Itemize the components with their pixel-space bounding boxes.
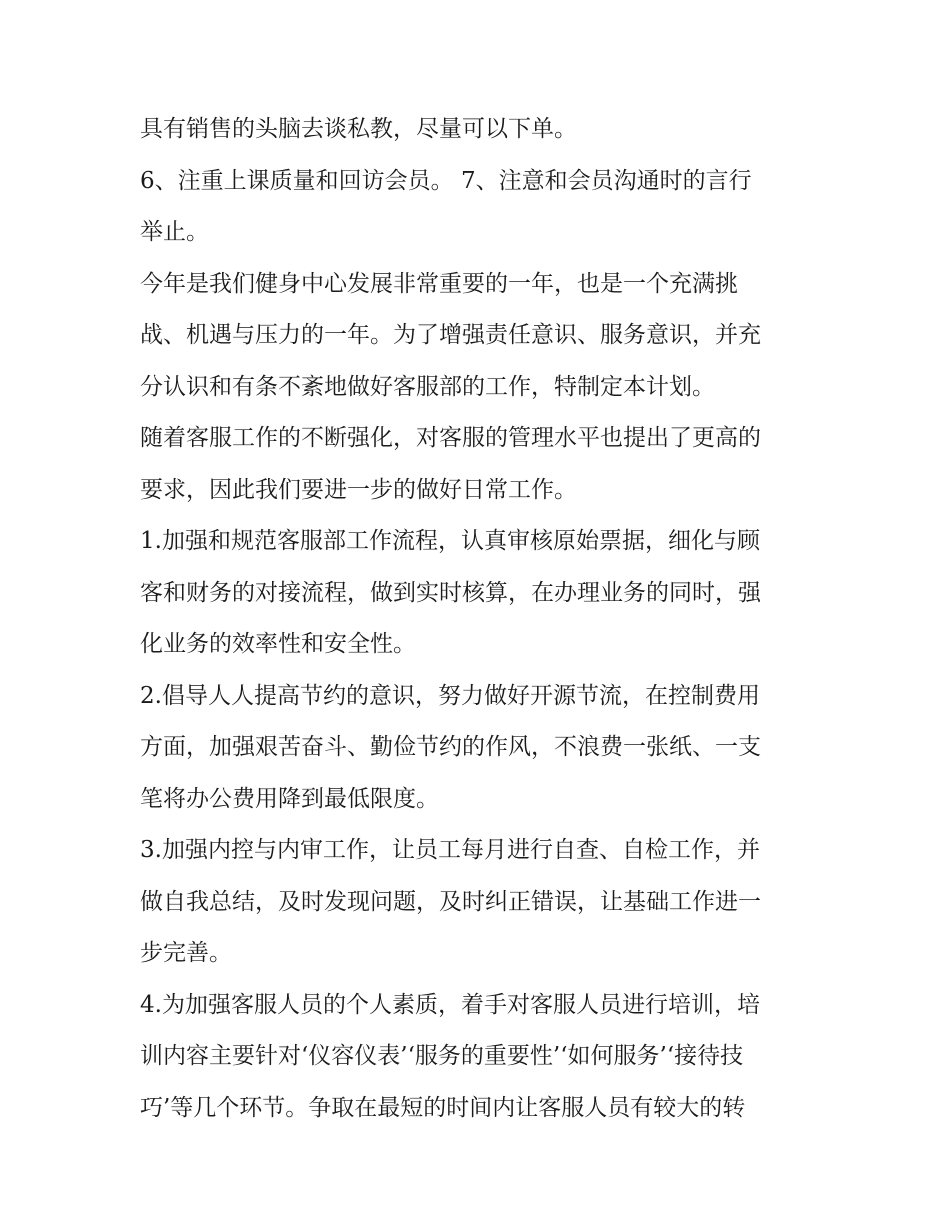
text-line: 笔将办公费用降到最低限度。 xyxy=(140,785,439,812)
text-line: 战、机遇与压力的一年。为了增强责任意识、服务意识，并充 xyxy=(140,322,761,348)
document-body xyxy=(140,104,820,1134)
text-line: 2.倡导人人提高节约的意识，努力做好开源节流，在控制费用 xyxy=(140,682,760,709)
text-line: 要求，因此我们要进一步的做好日常工作。 xyxy=(140,476,577,503)
text-line: 分认识和有条不紊地做好客服部的工作，特制定本计划。 xyxy=(140,373,715,400)
text-line: 4.为加强客服人员的个人素质，着手对客服人员进行培训，培 xyxy=(140,991,760,1018)
text-line: 方面，加强艰苦奋斗、勤俭节约的作风，不浪费一张纸、一支 xyxy=(140,734,761,760)
text-line: 训内容主要针对‘仪容仪表’‘服务的重要性’‘如何服务’‘接待技 xyxy=(140,1043,744,1069)
text-line: 1.加强和规范客服部工作流程，认真审核原始票据，细化与顾 xyxy=(140,528,760,554)
text-line: 巧’等几个环节。争取在最短的时间内让客服人员有较大的转 xyxy=(140,1094,746,1121)
text-line: 举止。 xyxy=(140,219,209,245)
text-line: 随着客服工作的不断强化，对客服的管理水平也提出了更高的 xyxy=(140,425,761,451)
text-line: 做自我总结，及时发现问题，及时纠正错误，让基础工作进一 xyxy=(140,888,761,915)
text-line: 化业务的效率性和安全性。 xyxy=(140,631,416,657)
text-line: 客和财务的对接流程，做到实时核算，在办理业务的同时，强 xyxy=(140,579,761,606)
text-line: 6、注重上课质量和回访会员。 7、注意和会员沟通时的言行 xyxy=(140,167,752,194)
text-line: 具有销售的头脑去谈私教，尽量可以下单。 xyxy=(140,116,577,142)
text-line: 步完善。 xyxy=(140,940,232,966)
text-line: 3.加强内控与内审工作，让员工每月进行自查、自检工作，并 xyxy=(140,837,760,863)
text-line: 今年是我们健身中心发展非常重要的一年，也是一个充满挑 xyxy=(140,270,738,297)
